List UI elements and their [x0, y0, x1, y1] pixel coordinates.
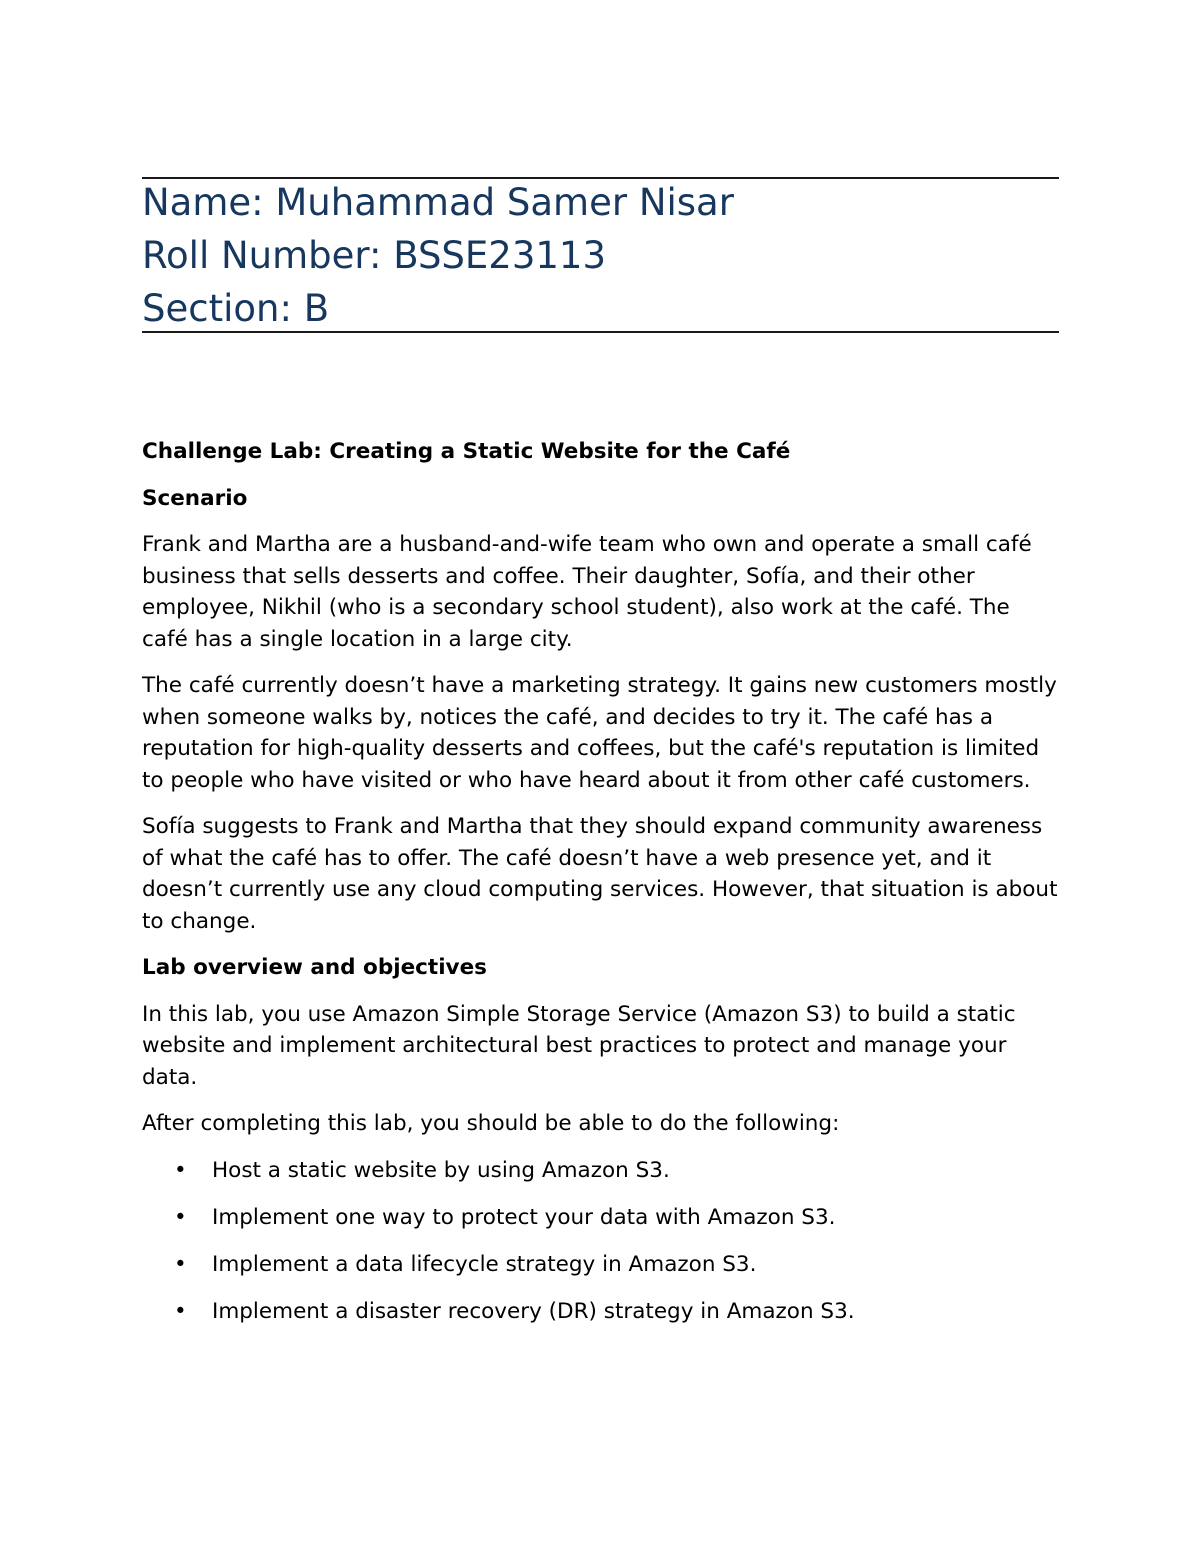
scenario-paragraph: Sofía suggests to Frank and Martha that they should expand community awareness of what the café has to offer. The café doesn’t have a web presence yet, and it doesn’t currently use any cloud computing services. However, that situation is about to change. [142, 814, 1058, 934]
bullet-icon: • [174, 1251, 187, 1277]
section-label: Section: B [142, 287, 330, 330]
objective-text: Implement a disaster recovery (DR) strategy in Amazon S3. [212, 1298, 855, 1324]
bullet-icon: • [174, 1157, 187, 1183]
objective-text: Implement one way to protect your data with Amazon S3. [212, 1204, 836, 1230]
top-divider [142, 177, 1059, 179]
student-name: Name: Muhammad Samer Nisar [142, 181, 734, 224]
list-item [142, 1249, 1059, 1281]
overview-paragraph: In this lab, you use Amazon Simple Storage Service (Amazon S3) to build a static website and implement architectural best practices to protect and manage your data. [142, 1001, 1016, 1090]
roll-number: Roll Number: BSSE23113 [142, 234, 606, 277]
bottom-divider [142, 331, 1059, 333]
lab-title: Challenge Lab: Creating a Static Website for the Café [142, 439, 791, 464]
list-item [142, 1155, 1059, 1187]
bullet-icon: • [174, 1204, 187, 1230]
list-item [142, 1296, 1059, 1328]
objectives-intro: After completing this lab, you should be able to do the following: [142, 1111, 840, 1136]
scenario-paragraph: Frank and Martha are a husband-and-wife team who own and operate a small café business that sells desserts and coffee. Their daughter, Sofía, and their other employee, Nikhil (who is a secondary school student), also work at the café. The café has a single location in a large city. [142, 532, 1032, 652]
bullet-icon: • [174, 1298, 187, 1324]
list-item [142, 1202, 1059, 1234]
objective-text: Implement a data lifecycle strategy in Amazon S3. [212, 1251, 757, 1277]
document-body [142, 436, 1059, 1343]
scenario-heading: Scenario [142, 485, 248, 511]
objective-text: Host a static website by using Amazon S3. [212, 1157, 670, 1183]
overview-heading: Lab overview and objectives [142, 955, 487, 980]
objectives-list [142, 1155, 1059, 1328]
scenario-paragraph: The café currently doesn’t have a marketing strategy. It gains new customers mostly when someone walks by, notices the café, and decides to try it. The café has a reputation for high-quality desserts and coffees, but the café's reputation is limited to people who have visited or who have heard about it from other café customers. [142, 673, 1057, 793]
